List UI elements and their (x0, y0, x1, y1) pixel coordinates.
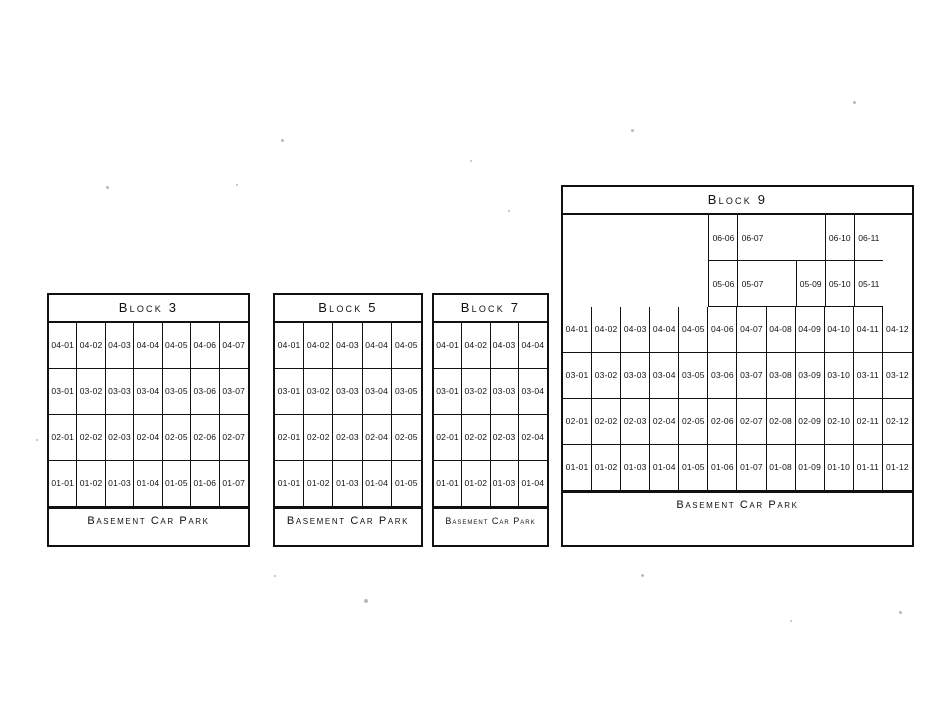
parking-cell[interactable]: 01-10 (825, 445, 854, 491)
parking-cell[interactable]: 04-02 (304, 323, 333, 369)
block-7-title: Block 7 (434, 295, 547, 323)
parking-cell[interactable]: 01-03 (491, 461, 519, 507)
parking-cell[interactable]: 03-01 (563, 353, 592, 399)
scan-speck (631, 129, 634, 132)
parking-cell[interactable]: 03-01 (275, 369, 304, 415)
parking-cell[interactable]: 04-08 (767, 307, 796, 353)
parking-cell[interactable]: 04-11 (854, 307, 883, 353)
parking-cell[interactable]: 01-04 (519, 461, 547, 507)
block-5-title: Block 5 (275, 295, 421, 323)
parking-cell[interactable]: 03-05 (163, 369, 191, 415)
parking-cell[interactable]: 05-06 (708, 261, 737, 307)
table-row (563, 353, 912, 399)
parking-cell[interactable]: 01-04 (650, 445, 679, 491)
parking-cell[interactable]: 02-02 (462, 415, 490, 461)
table-row (49, 323, 248, 369)
parking-cell[interactable]: 06-06 (708, 215, 737, 261)
block-3-footer: Basement Car Park (49, 507, 248, 534)
block-5-grid (275, 323, 421, 507)
parking-cell[interactable]: 04-12 (883, 307, 912, 353)
parking-cell[interactable]: 04-01 (49, 323, 77, 369)
parking-cell[interactable]: 02-07 (220, 415, 248, 461)
scan-speck (236, 184, 238, 186)
parking-cell[interactable]: 03-03 (333, 369, 362, 415)
parking-cell[interactable]: 01-12 (883, 445, 912, 491)
scan-speck (106, 186, 109, 189)
parking-cell[interactable]: 04-04 (519, 323, 547, 369)
scan-speck (364, 599, 368, 603)
parking-cell[interactable]: 01-01 (275, 461, 304, 507)
parking-cell[interactable]: 01-01 (49, 461, 77, 507)
scan-speck (281, 139, 284, 142)
parking-cell[interactable]: 03-10 (825, 353, 854, 399)
parking-cell[interactable]: 02-03 (106, 415, 134, 461)
parking-cell[interactable]: 03-04 (134, 369, 162, 415)
parking-cell[interactable]: 02-03 (491, 415, 519, 461)
parking-cell[interactable]: 02-12 (883, 399, 912, 445)
parking-cell[interactable]: 04-02 (77, 323, 105, 369)
parking-cell[interactable]: 03-11 (854, 353, 883, 399)
scan-speck (274, 575, 276, 577)
parking-cell[interactable]: 02-06 (708, 399, 737, 445)
parking-cell[interactable]: 04-03 (333, 323, 362, 369)
table-row (49, 369, 248, 415)
parking-cell[interactable]: 02-01 (434, 415, 462, 461)
parking-cell[interactable]: 03-07 (220, 369, 248, 415)
table-row (563, 215, 912, 261)
parking-cell[interactable]: 01-04 (363, 461, 392, 507)
table-row (49, 461, 248, 507)
parking-cell[interactable]: 03-04 (519, 369, 547, 415)
parking-cell[interactable]: 03-01 (49, 369, 77, 415)
parking-cell[interactable]: 06-10 (825, 215, 854, 261)
scan-speck (508, 210, 510, 212)
parking-cell-blank (767, 215, 825, 261)
parking-cell[interactable]: 03-01 (434, 369, 462, 415)
block-9-grid (563, 307, 912, 491)
block-9-diagram (561, 185, 914, 547)
scan-speck (899, 611, 902, 614)
parking-cell[interactable]: 04-06 (708, 307, 737, 353)
empty-area (883, 215, 912, 261)
parking-cell[interactable]: 03-03 (491, 369, 519, 415)
parking-cell[interactable]: 02-01 (275, 415, 304, 461)
parking-cell[interactable]: 02-05 (392, 415, 421, 461)
parking-cell[interactable]: 04-07 (737, 307, 766, 353)
parking-cell[interactable]: 04-04 (650, 307, 679, 353)
parking-cell[interactable]: 03-02 (462, 369, 490, 415)
block-3-diagram (47, 293, 250, 547)
parking-cell[interactable]: 02-11 (854, 399, 883, 445)
parking-cell[interactable]: 06-07 (737, 215, 766, 261)
parking-cell[interactable]: 02-07 (737, 399, 766, 445)
parking-cell[interactable]: 02-04 (363, 415, 392, 461)
parking-cell[interactable]: 02-01 (563, 399, 592, 445)
parking-cell[interactable]: 03-04 (363, 369, 392, 415)
parking-cell[interactable]: 04-01 (563, 307, 592, 353)
parking-cell[interactable]: 05-10 (825, 261, 854, 307)
parking-cell[interactable]: 06-11 (854, 215, 883, 261)
scan-speck (470, 160, 472, 162)
parking-cell[interactable]: 03-03 (106, 369, 134, 415)
table-row (563, 307, 912, 353)
parking-cell[interactable]: 01-02 (304, 461, 333, 507)
parking-cell[interactable]: 05-11 (854, 261, 883, 307)
parking-cell[interactable]: 01-11 (854, 445, 883, 491)
parking-cell[interactable]: 04-01 (275, 323, 304, 369)
parking-cell[interactable]: 02-08 (767, 399, 796, 445)
block-7-footer: Basement Car Park (434, 507, 547, 533)
parking-cell[interactable]: 02-02 (77, 415, 105, 461)
parking-cell[interactable]: 04-03 (491, 323, 519, 369)
parking-cell[interactable]: 01-09 (796, 445, 825, 491)
table-row (275, 415, 421, 461)
parking-cell[interactable]: 01-07 (220, 461, 248, 507)
parking-cell[interactable]: 03-02 (304, 369, 333, 415)
parking-cell[interactable]: 01-03 (333, 461, 362, 507)
parking-cell[interactable]: 01-01 (563, 445, 592, 491)
table-row (563, 261, 912, 307)
scan-speck (853, 101, 856, 104)
table-row (275, 461, 421, 507)
parking-cell[interactable]: 02-05 (679, 399, 708, 445)
block-7-diagram (432, 293, 549, 547)
parking-cell[interactable]: 01-05 (392, 461, 421, 507)
parking-cell[interactable]: 03-09 (796, 353, 825, 399)
empty-area (563, 261, 708, 307)
parking-cell[interactable]: 02-04 (650, 399, 679, 445)
parking-cell[interactable]: 03-04 (650, 353, 679, 399)
empty-area (883, 261, 912, 307)
table-row (275, 369, 421, 415)
parking-cell[interactable]: 04-07 (220, 323, 248, 369)
block-5-footer: Basement Car Park (275, 507, 421, 534)
parking-cell[interactable]: 02-01 (49, 415, 77, 461)
parking-cell[interactable]: 01-08 (767, 445, 796, 491)
parking-cell[interactable]: 02-03 (621, 399, 650, 445)
block-3-title: Block 3 (49, 295, 248, 323)
block-3-grid (49, 323, 248, 507)
parking-cell[interactable]: 02-09 (796, 399, 825, 445)
parking-cell[interactable]: 03-05 (392, 369, 421, 415)
parking-cell[interactable]: 03-06 (191, 369, 219, 415)
scan-speck (641, 574, 644, 577)
parking-cell[interactable]: 03-07 (737, 353, 766, 399)
table-row (275, 323, 421, 369)
parking-cell[interactable]: 01-07 (737, 445, 766, 491)
parking-cell[interactable]: 02-04 (519, 415, 547, 461)
parking-cell[interactable]: 02-10 (825, 399, 854, 445)
parking-cell[interactable]: 04-02 (592, 307, 621, 353)
block-9-title: Block 9 (563, 187, 912, 215)
parking-cell[interactable]: 03-02 (77, 369, 105, 415)
parking-cell[interactable]: 04-03 (106, 323, 134, 369)
parking-cell[interactable]: 04-03 (621, 307, 650, 353)
parking-cell[interactable]: 01-06 (191, 461, 219, 507)
parking-cell[interactable]: 03-12 (883, 353, 912, 399)
parking-cell-blank (767, 261, 796, 307)
parking-cell[interactable]: 04-09 (796, 307, 825, 353)
parking-cell[interactable]: 01-03 (621, 445, 650, 491)
parking-cell[interactable]: 01-06 (708, 445, 737, 491)
parking-cell[interactable]: 01-04 (134, 461, 162, 507)
block-9-footer: Basement Car Park (563, 491, 912, 518)
table-row (434, 461, 547, 507)
scan-speck (36, 439, 38, 441)
parking-cell[interactable]: 04-04 (363, 323, 392, 369)
parking-cell[interactable]: 04-05 (679, 307, 708, 353)
table-row (434, 323, 547, 369)
parking-cell[interactable]: 01-03 (106, 461, 134, 507)
parking-cell[interactable]: 02-04 (134, 415, 162, 461)
parking-cell[interactable]: 03-02 (592, 353, 621, 399)
empty-area (563, 215, 708, 261)
parking-cell[interactable]: 04-05 (392, 323, 421, 369)
parking-cell[interactable]: 03-06 (708, 353, 737, 399)
table-row (434, 415, 547, 461)
parking-cell[interactable]: 02-02 (592, 399, 621, 445)
parking-cell[interactable]: 01-05 (679, 445, 708, 491)
parking-cell[interactable]: 04-02 (462, 323, 490, 369)
parking-cell[interactable]: 01-01 (434, 461, 462, 507)
parking-cell[interactable]: 02-03 (333, 415, 362, 461)
parking-cell[interactable]: 02-06 (191, 415, 219, 461)
block-5-diagram (273, 293, 423, 547)
parking-cell[interactable]: 04-10 (825, 307, 854, 353)
table-row (563, 399, 912, 445)
parking-cell[interactable]: 04-01 (434, 323, 462, 369)
parking-cell[interactable]: 01-02 (462, 461, 490, 507)
parking-cell[interactable]: 03-03 (621, 353, 650, 399)
parking-cell[interactable]: 04-04 (134, 323, 162, 369)
scan-speck (790, 620, 792, 622)
parking-cell[interactable]: 05-09 (796, 261, 825, 307)
parking-cell[interactable]: 02-02 (304, 415, 333, 461)
table-row (563, 445, 912, 491)
parking-cell[interactable]: 01-02 (592, 445, 621, 491)
table-row (434, 369, 547, 415)
parking-cell[interactable]: 05-07 (737, 261, 766, 307)
table-row (49, 415, 248, 461)
parking-cell[interactable]: 03-08 (767, 353, 796, 399)
parking-cell[interactable]: 04-05 (163, 323, 191, 369)
block-7-grid (434, 323, 547, 507)
parking-cell[interactable]: 01-02 (77, 461, 105, 507)
parking-cell[interactable]: 01-05 (163, 461, 191, 507)
parking-cell[interactable]: 02-05 (163, 415, 191, 461)
parking-cell[interactable]: 04-06 (191, 323, 219, 369)
parking-cell[interactable]: 03-05 (679, 353, 708, 399)
